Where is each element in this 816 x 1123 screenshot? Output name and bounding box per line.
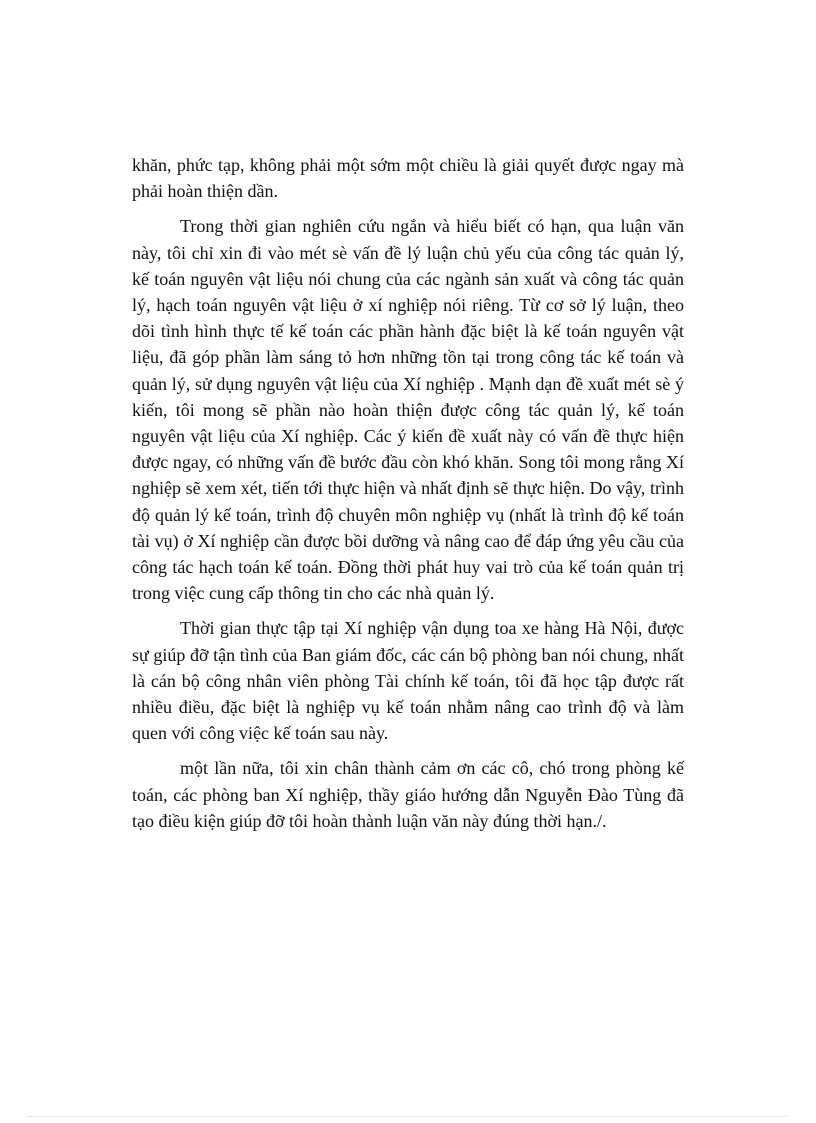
paragraph-research-scope: Trong thời gian nghiên cứu ngắn và hiểu biết có hạn, qua luận văn này, tôi chỉ xin đi vào mét sè vấn đề lý luận chủ yếu của công tác quản lý, kế toán nguyên vật liệu nói chung của các ngành sản xuất và công tác quản lý, hạch toán nguyên vật liệu ở xí nghiệp nói riêng. Từ cơ sở lý luận, theo dõi tình hình thực tế kế toán các phần hành đặc biệt là kế toán nguyên vật liệu, đã góp phần làm sáng tỏ hơn những tồn tại trong công tác kế toán và quản lý, sử dụng nguyên vật liệu của Xí nghiệp . Mạnh dạn đề xuất mét sè ý kiến, tôi mong sẽ phần nào hoàn thiện được công tác quản lý, kế toán nguyên vật liệu của Xí nghiệp. Các ý kiến đề xuất này có vấn đề thực hiện được ngay, có những vấn đề bước đầu còn khó khăn. Song tôi mong rằng Xí nghiệp sẽ xem xét, tiến tới thực hiện và nhất định sẽ thực hiện. Do vậy, trình độ quản lý kế toán, trình độ chuyên môn nghiệp vụ (nhất là trình độ kế toán tài vụ) ở Xí nghiệp cần được bồi dưỡng và nâng cao để đáp ứng yêu cầu của công tác hạch toán kế toán. Đồng thời phát huy vai trò của kế toán quản trị trong việc cung cấp thông tin cho các nhà quản lý. bbox=[132, 216, 684, 604]
paragraph-continuation: khăn, phức tạp, không phải một sớm một chiều là giải quyết được ngay mà phải hoàn thiện dần. bbox=[132, 155, 684, 202]
paragraph-acknowledgement: một lần nữa, tôi xin chân thành cảm ơn các cô, chó trong phòng kế toán, các phòng ban Xí nghiệp, thầy giáo hướng dẫn Nguyễn Đào Tùng đã tạo điều kiện giúp đỡ tôi hoàn thành luận văn này đúng thời hạn./. bbox=[132, 758, 684, 831]
paragraph-internship: Thời gian thực tập tại Xí nghiệp vận dụng toa xe hàng Hà Nội, được sự giúp đỡ tận tình của Ban giám đốc, các cán bộ phòng ban nói chung, nhất là cán bộ công nhân viên phòng Tài chính kế toán, tôi đã học tập được rất nhiều điều, đặc biệt là nghiệp vụ kế toán nhằm nâng cao trình độ và làm quen với công việc kế toán sau này. bbox=[132, 618, 684, 744]
document-body bbox=[132, 152, 684, 843]
footer-divider bbox=[28, 1116, 788, 1117]
